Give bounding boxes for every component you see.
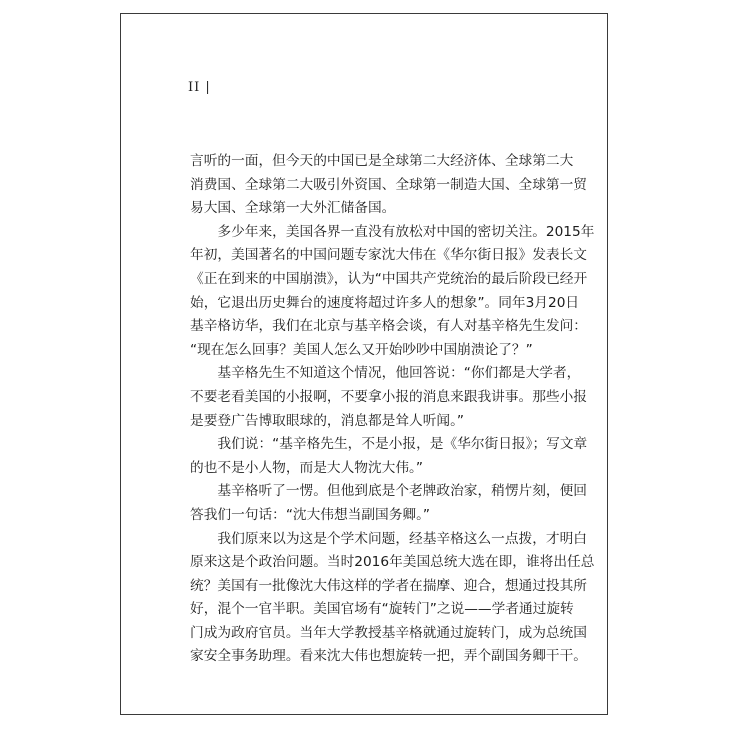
text-line: 《正在到来的中国崩溃》，认为“中国共产党统治的最后阶段已经开 [190,270,588,287]
paragraph [190,433,588,480]
text-line: 基辛格访华，我们在北京与基辛格会谈，有人对基辛格先生发问： [190,318,587,335]
text-line: 基辛格先生不知道这个情况，他回答说：“你们都是大学者， [217,365,581,382]
text-line: 统？美国有一批像沈大伟这样的学者在揣摩、迎合，想通过投其所 [190,577,587,594]
text-line: “现在怎么回事？美国人怎么又开始吵吵中国崩溃论了？” [190,341,533,358]
text-line: 我们原来以为这是个学术问题，经基辛格这么一点拨，才明白 [217,530,587,547]
book-page [120,13,608,715]
text-line: 答我们一句话：“沈大伟想当副国务卿。” [190,506,431,523]
text-line: 的也不是小人物，而是大人物沈大伟。” [190,459,423,476]
text-line: 言听的一面，但今天的中国已是全球第二大经济体、全球第二大 [190,153,574,169]
paragraph [190,150,587,221]
text-line: 是要登广告博取眼球的，消息都是耸人听闻。” [190,412,464,429]
text-line: 不要老看美国的小报啊，不要拿小报的消息来跟我讲事。那些小报 [190,388,587,405]
text-line: 多少年来，美国各界一直没有放松对中国的密切关注。2015年 [217,223,595,240]
text-line: 易大国、全球第一大外汇储备国。 [190,200,396,217]
text-line: 我们说：“基辛格先生，不是小报，是《华尔街日报》；写文章 [217,436,588,453]
text-line: 家安全事务助理。看来沈大伟也想旋转一把，弄个副国务卿干干。 [190,648,587,665]
text-line: 门成为政府官员。当年大学教授基辛格就通过旋转门，成为总统国 [190,624,587,641]
text-line: 好，混个一官半职。美国官场有“旋转门”之说——学者通过旋转 [190,601,574,618]
paragraph [190,221,595,363]
text-line: 年初，美国著名的中国问题专家沈大伟在《华尔街日报》发表长文 [190,247,587,264]
text-line: 始，它退出历史舞台的速度将超过许多人的想象”。同年3月20日 [190,294,580,311]
text-line: 原来这是个政治问题。当时2016年美国总统大选在即，谁将出任总 [190,554,595,571]
paragraph [190,362,587,433]
text-line: 基辛格听了一愣。但他到底是个老牌政治家，稍愣片刻，便回 [217,483,587,500]
page-number-header: II | [188,80,211,95]
paragraph [190,528,595,670]
paragraph [190,480,587,527]
text-line: 消费国、全球第二大吸引外资国、全球第一制造大国、全球第一贸 [190,176,587,193]
body-text [190,150,595,669]
